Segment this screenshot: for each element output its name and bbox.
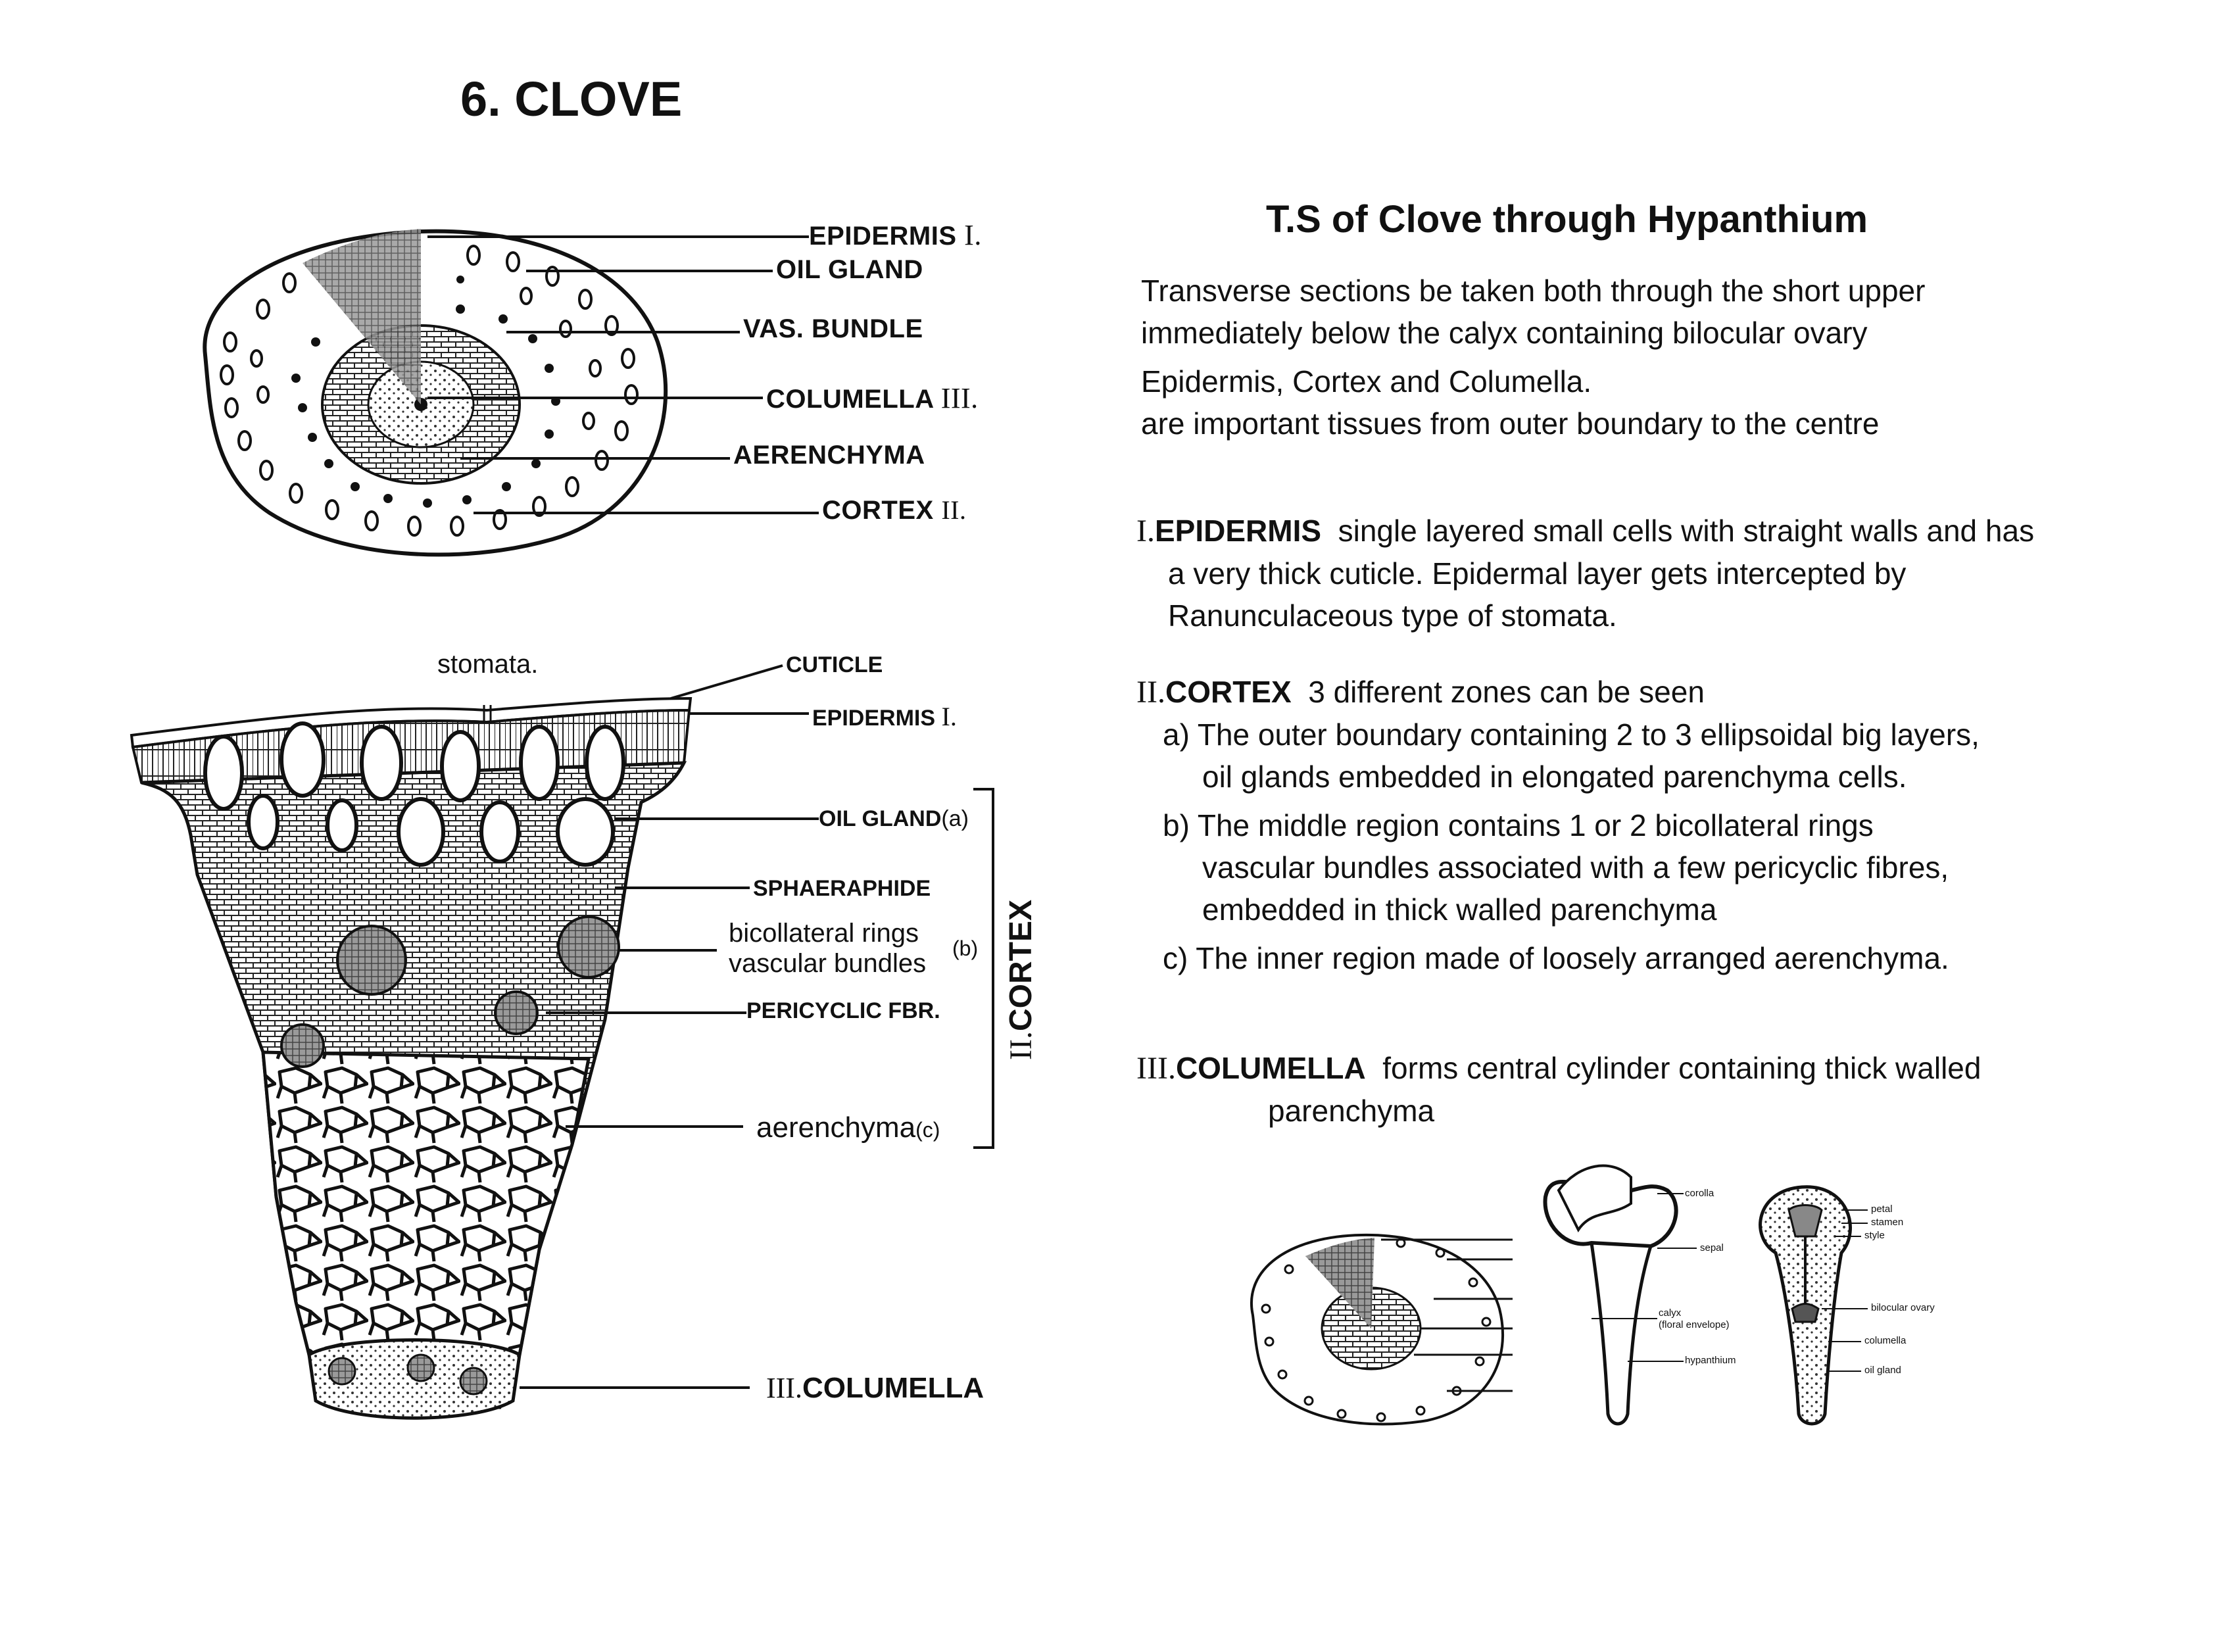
bud-label-sepal: sepal (1700, 1242, 1724, 1253)
detail-sector-diagram (132, 666, 993, 1418)
label-stomata: stomata. (437, 650, 539, 679)
bud-label-corolla: corolla (1685, 1188, 1714, 1199)
clove-bud-drawing (1545, 1166, 1697, 1424)
label-aerenchyma-detail: aerenchyma(c) (756, 1111, 940, 1144)
section-cortex: II.CORTEX 3 different zones can be seen a) The outer boundary containing 2 to 3 ellipsoidal big layers, oil glands embedded in elongated parenchyma cells. b) The middle region contains 1 or 2 bicollateral rings vascular bundles associated with a few pericyclic fibres, embedded in thick walled parenchyma c) The inner region made of loosely arranged aerenchyma. (1136, 675, 1980, 975)
label-columella-detail: III.COLUMELLA (766, 1372, 984, 1404)
ls-label-oil-gland: oil gland (1864, 1365, 1901, 1376)
label-epidermis: EPIDERMIS I. (809, 219, 982, 251)
ls-label-stamen: stamen (1871, 1217, 1904, 1228)
bud-label-hypanthium: hypanthium (1685, 1355, 1736, 1366)
label-vas-bundle: VAS. BUNDLE (743, 314, 923, 343)
label-sphaeraphide: SPHAERAPHIDE (753, 876, 931, 901)
top-ts-diagram (205, 229, 819, 554)
label-epidermis-detail: EPIDERMIS I. (812, 702, 957, 731)
ls-label-petal: petal (1871, 1203, 1893, 1215)
label-cuticle: CUTICLE (786, 652, 883, 677)
label-cortex-vertical: II.CORTEX (1004, 900, 1038, 1060)
label-pericyclic: PERICYCLIC FBR. (746, 998, 940, 1023)
ls-label-bilocular-ovary: bilocular ovary (1871, 1302, 1935, 1313)
ls-label-columella: columella (1864, 1335, 1907, 1346)
label-columella: COLUMELLA III. (766, 382, 979, 414)
section-epidermis: I.EPIDERMIS single layered small cells with straight walls and has a very thick cuticle. Epidermal layer gets intercepted by Ranunculaceous type of stomata. (1136, 514, 2035, 633)
tag-b: (b) (952, 936, 979, 960)
ls-label-style: style (1864, 1230, 1885, 1241)
aerenchyma-zone (263, 1052, 589, 1365)
label-aerenchyma: AERENCHYMA (733, 441, 925, 470)
label-bicollateral: bicollateral rings vascular bundles (729, 919, 927, 978)
label-cortex: CORTEX II. (822, 495, 967, 525)
label-oil-gland: OIL GLAND (776, 255, 923, 284)
small-ts-diagram (1252, 1235, 1513, 1424)
text-heading: T.S of Clove through Hypanthium (1266, 198, 1868, 241)
page-title: 6. CLOVE (460, 72, 683, 126)
bud-label-floral-envelope: (floral envelope) (1659, 1319, 1730, 1330)
section-columella: III.COLUMELLA forms central cylinder containing thick walled parenchyma (1136, 1051, 1981, 1128)
label-oil-gland-detail: OIL GLAND(a) (819, 806, 969, 831)
intro-paragraph: Transverse sections be taken both through the short upper immediately below the calyx containing bilocular ovary Epidermis, Cortex and Columella. are important tissues from outer boundary to the centre (1141, 274, 1926, 441)
bud-label-calyx: calyx (1659, 1307, 1682, 1319)
clove-ls-drawing (1761, 1187, 1868, 1424)
